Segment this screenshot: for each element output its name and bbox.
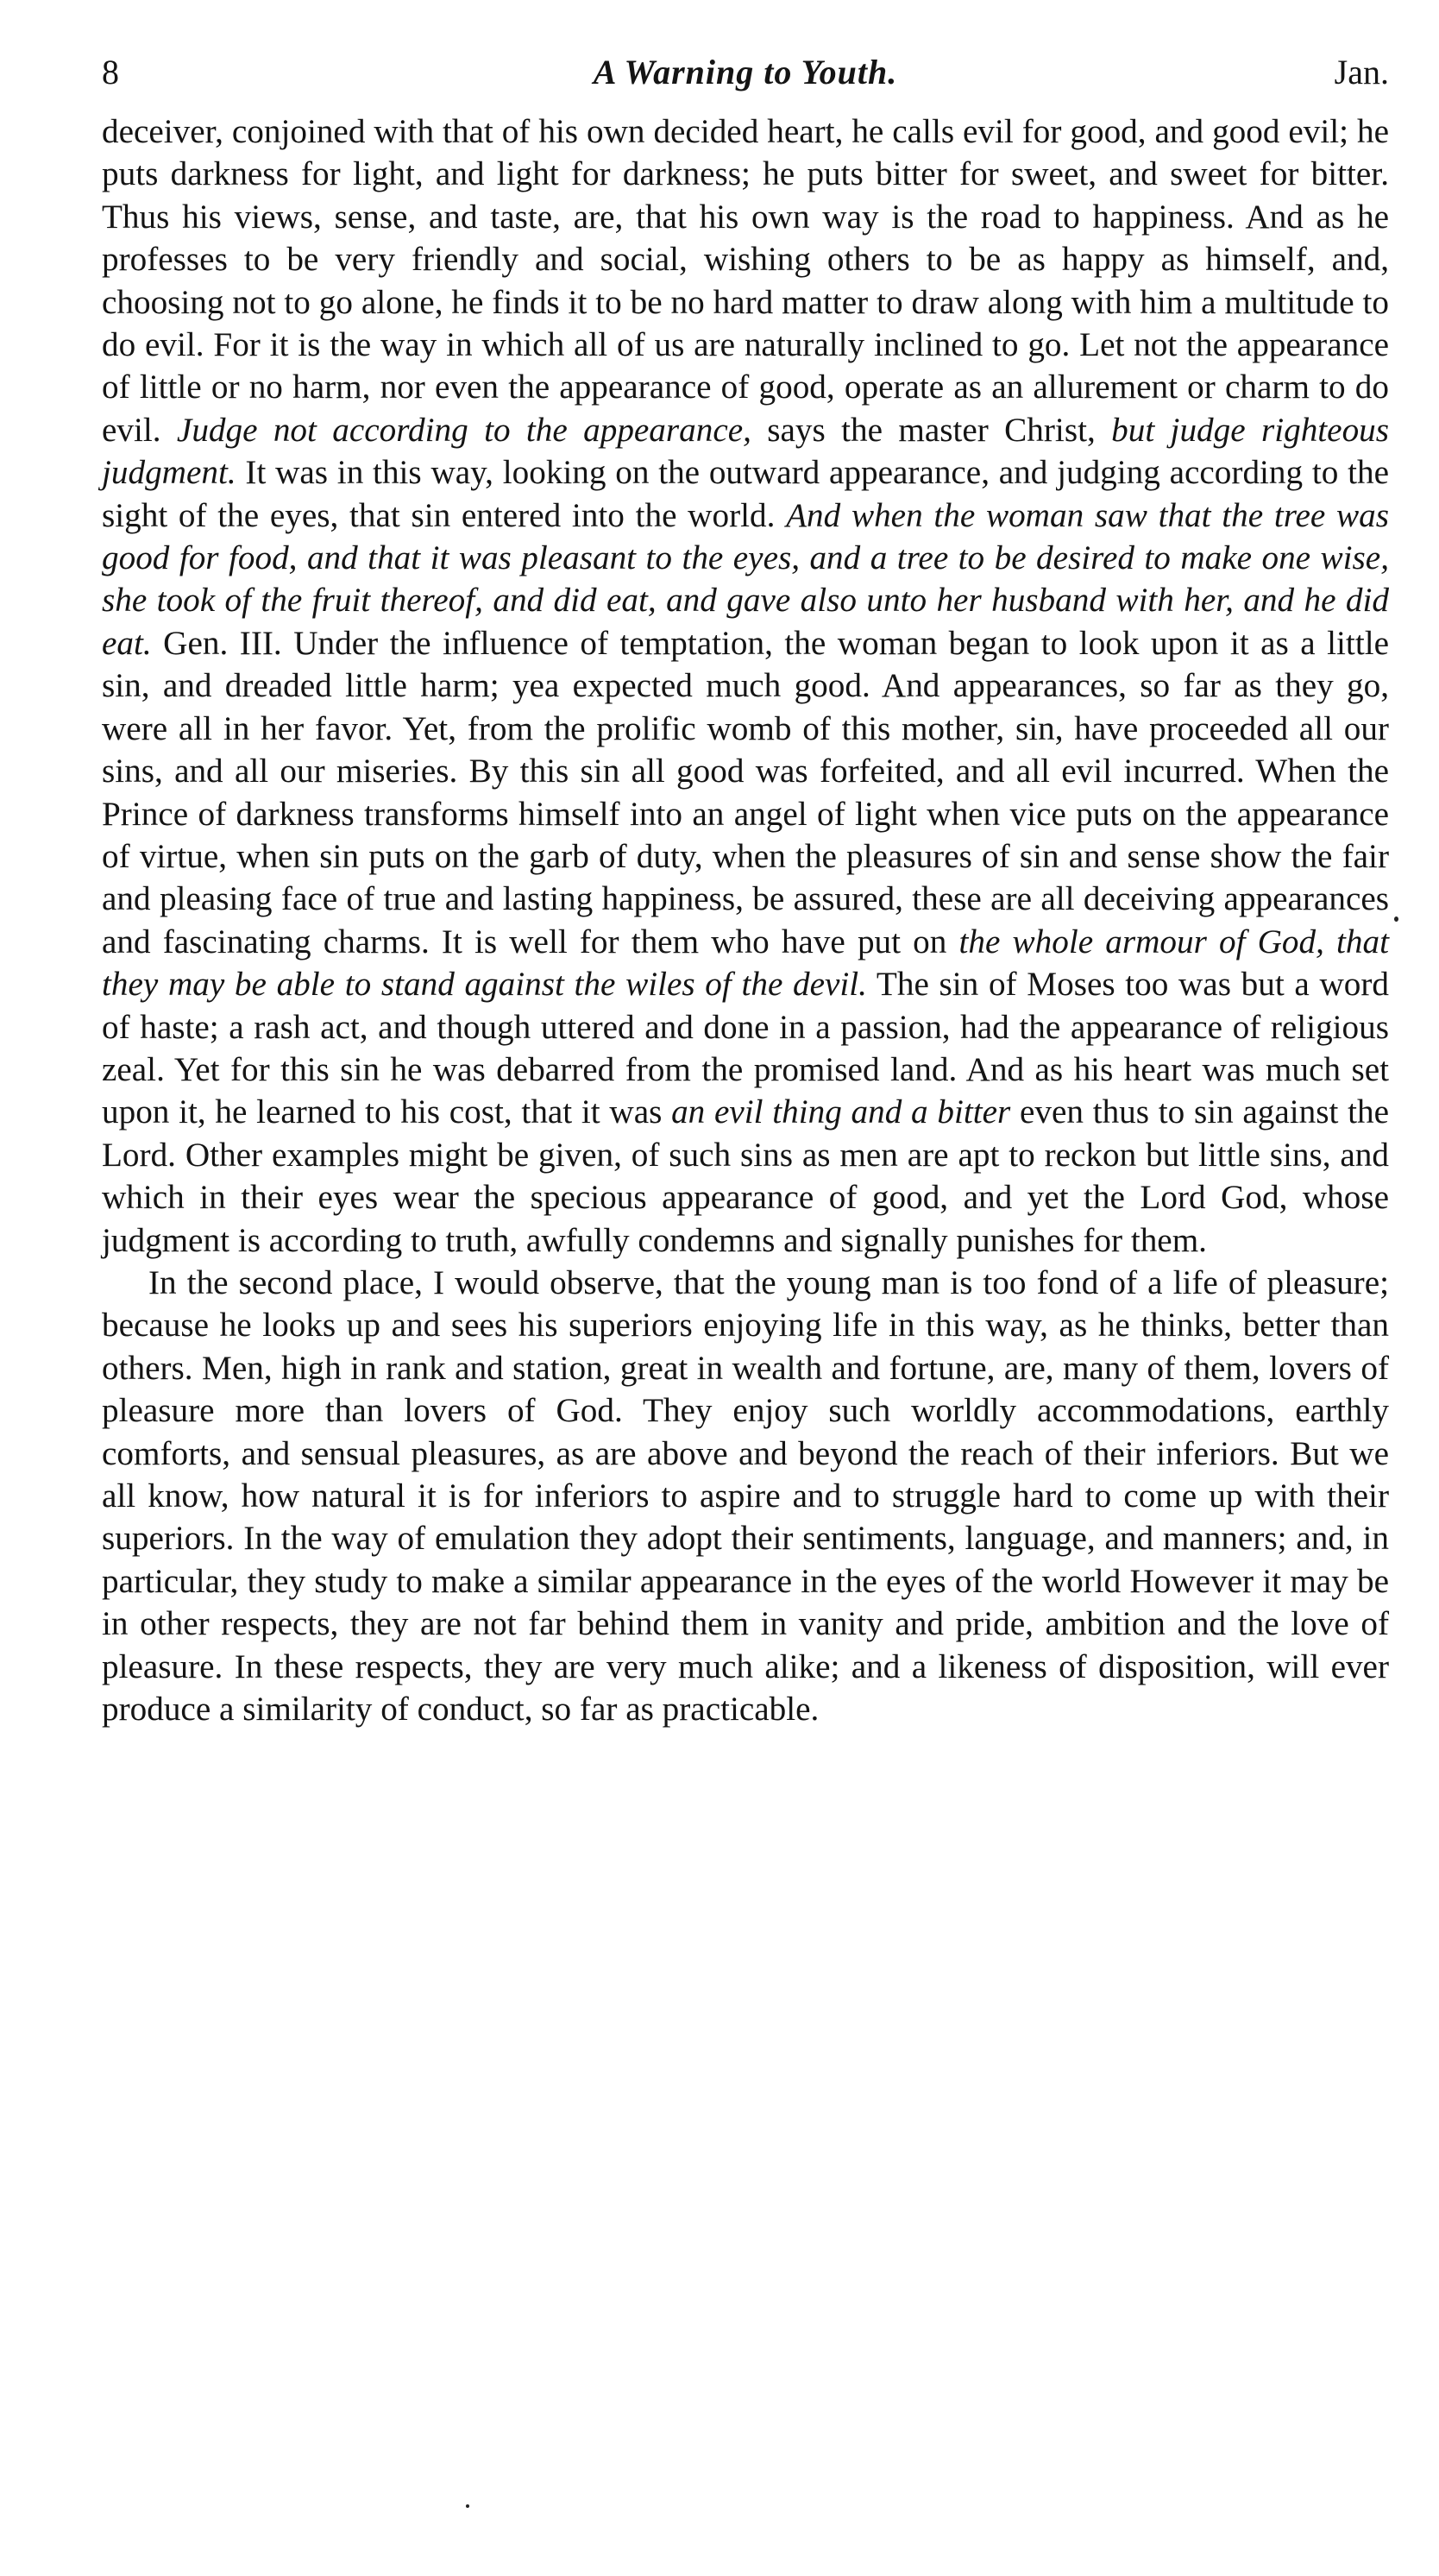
text-run: deceiver, conjoined with that of his own decided heart, he calls evil for good, and good evil; he puts darkness for light, and light for darkness; he puts bitter for sweet, and sweet for bitter. Thus his views, sense, and taste, are, that his own way is the road to happiness. And as he professes to be very friendly and social, wishing others to be as happy as himself, and, choosing not to go alone, he finds it to be no hard matter to draw along with him a multitude to do evil. For it is the way in which all of us are naturally inclined to go. Let not the appearance of little or no harm, nor even the appearance of good, operate as an allurement or charm to do evil. bbox=[102, 113, 1389, 449]
book-page bbox=[102, 41, 1389, 1730]
running-title: A Warning to Youth. bbox=[593, 53, 898, 91]
text-run: In the second place, I would observe, that the young man is too fond of a life of pleasure; because he looks up and sees his superiors enjoying life in this way, as he thinks, better than others. Men, high in rank and station, great in wealth and fortune, are, many of them, lovers of pleasure more than lovers of God. They enjoy such worldly accommodations, earthly comforts, and sensual pleasures, as are above and beyond the reach of their inferiors. But we all know, how natural it is for inferiors to aspire and to struggle hard to come up with their superiors. In the way of emulation they adopt their sentiments, language, and manners; and, in particular, they study to make a similar appearance in the eyes of the world However it may be in other respects, they are not far behind them in vanity and pride, ambition and the love of pleasure. In these respects, they are very much alike; and a likeness of disposition, will ever produce a similarity of conduct, so far as practicable. bbox=[102, 1263, 1389, 1729]
running-head bbox=[102, 41, 1389, 110]
text-run: even thus to sin against the Lord. Other examples might be given, of such sins as men are apt to reckon but little sins, and which in their eyes wear the specious appearance of good, and yet the Lord God, whose judgment is according to truth, awfully condemns and signally punishes for them. bbox=[102, 1093, 1389, 1259]
stray-ink-dot bbox=[1394, 916, 1398, 922]
text-run: It was in this way, looking on the outward appearance, and judging according to the sight of the eyes, that sin entered into the world. bbox=[102, 454, 1389, 534]
text-run: says the master Christ, bbox=[751, 411, 1112, 449]
body-text bbox=[102, 110, 1389, 1730]
running-month: Jan. bbox=[1334, 53, 1389, 91]
italic-run: an evil thing and a bitter bbox=[671, 1093, 1011, 1131]
paragraph-2 bbox=[102, 1262, 1389, 1730]
paragraph-1 bbox=[102, 110, 1389, 1262]
italic-run: but judge righteous judgment. bbox=[102, 411, 1390, 492]
text-run: Gen. III. Under the influence of temptation, the woman began to look upon it as a little sin, and dreaded little harm; yea expected much good. And appearances, so far as they go, were all in her favor. Yet, from the prolific womb of this mother, sin, have proceeded all our sins, and all our miseries. By this sin all good was forfeited, and all evil incurred. When the Prince of darkness transforms himself into an angel of light when vice puts on the appearance of virtue, when sin puts on the garb of duty, when the pleasures of sin and sense show the fair and pleasing face of true and lasting happiness, be assured, these are all deceiving appearances and fascinating charms. It is well for them who have put on bbox=[102, 624, 1389, 960]
text-run: The sin of Moses too was but a word of haste; a rash act, and though uttered and done in a passion, had the appearance of religious zeal. Yet for this sin he was debarred from the promised land. And as his heart was much set upon it, he learned to his cost, that it was bbox=[102, 966, 1389, 1131]
italic-run: Judge not according to the appearance, bbox=[176, 411, 751, 449]
page-number: 8 bbox=[102, 53, 119, 91]
italic-run: the whole armour of God, that they may be able to stand against the wiles of the devil. bbox=[102, 923, 1390, 1004]
italic-run: And when the woman saw that the tree was good for food, and that it was pleasant to the eyes, and a tree to be desired to make one wise, she took of the fruit thereof, and did eat, and gave also unto her husband with her, and he did eat. bbox=[102, 496, 1389, 662]
stray-ink-dot bbox=[466, 2504, 469, 2508]
